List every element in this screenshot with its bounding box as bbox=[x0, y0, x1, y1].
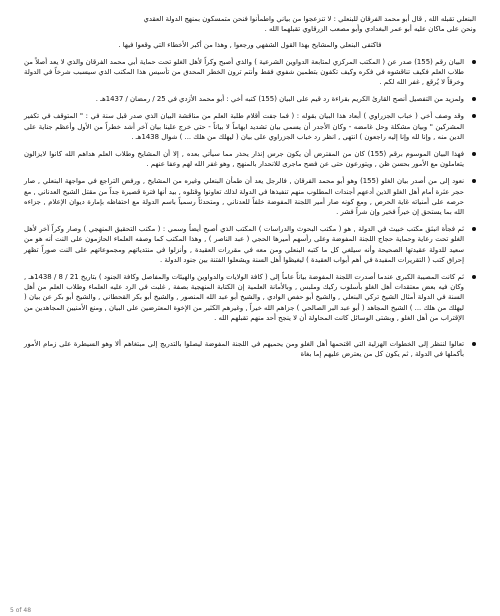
list-item bbox=[24, 272, 476, 323]
bullet-dot-icon bbox=[472, 275, 476, 279]
list-item bbox=[24, 94, 476, 104]
list-item bbox=[24, 149, 476, 169]
bullet-dot-icon bbox=[472, 227, 476, 231]
intro-paragraph bbox=[24, 14, 476, 51]
bullet-dot-icon bbox=[472, 60, 476, 64]
bullet-list bbox=[24, 57, 476, 360]
bullet-dot-icon bbox=[472, 114, 476, 118]
list-item bbox=[24, 57, 476, 88]
list-item-text: تعالوا لننظر إلى الخطوات الهزلية التي اقتحمها أهل الغلو ومن يحميهم في اللجنة المفوضة ليصلوا بالتدريج إلى مبتغاهم ألا وهو السيطرة على زمام الأمور بأكملها في الدولة , ثم يكون كل من يعترض عليهم إما بغاة bbox=[24, 340, 464, 359]
list-item-text: ثم كانت المصيبة الكبرى عندما أصدرت اللجنة المفوضة بياناً عاماً إلى ( كافة الولايات والدواوين والهيئات والمفاصل وكافة الجنود ) بتاريخ 21 / 8 / 1438هـ , وكان فيه بعض معتقدات أهل الغلو بأسلوب ركيك وملبس , وبالأمانة العلمية إن الكتابة المنهجية بصفة , غلبت في الرد عليه العلماء وطلاب العلم من أهل السنة في الدولة أمثال الشيخ تركي البنعلي , والشيخ أبو حفص الوادي , والشيخ أبو عبد الله المنصور , والشيخ أبو بكر القحطاني , والشيخ أبو بكر عن بيان ( ليهلك من هلك ... ) الشيخ المجاهد ( أبو عبد البر الصالحي ) جزاهم الله خيراً , وغيرهم الكثير من الإخوة المعترضين على البيان , ومنع الأمنيين المجاهدين من الإقتراب من أهل الغلو , وبشتى الوسائل كانت المحاولة أن لا ينجح أحد منهم تقبلهم الله . bbox=[24, 273, 464, 322]
list-item-text: ثم فجأة انبثق مكتب خبيث في الدولة , هو ( مكتب البحوث والدراسات ) المكتب الذي أصبح أيضاً وسمي : ( مكتب التحقيق المنهجي ) وصار وكراً آخر لأهل الغلو تحت رعاية وحماية حجاج اللجنة المفوضة وعلى رأسهم أميرها الحجي ( عبد الناصر ) , وهذا المكتب كما وصفه العلماء الحازمون على النت أنه هو من سعيد للدولة عقيدتها الصحيحة وأنه سيلغي كل ما كتبه البنعلي ومن معه في مقررات العقيدة , وأنزلوا في منتدياتهم ومجموعاتهم على النت صوراً تظهر إحراق كتب ( التقريرات المفيدة في أهم أبواب العقيدة ) ليغيظوا أهل السنة ويشعلوا الفتنة بين جنود الدولة . bbox=[24, 225, 464, 264]
page-number: 5 of 48 bbox=[10, 607, 32, 614]
list-item-text: نعود إلى من أصدر بيان الغلو (155) وهو أبو محمد الفرقان , فالرجل يعد أن طمأن البنعلي وغيره من المشايخ , ورفض التراجع في مواجهة البنعلي , صار حجر عثرة أمام أهل الغلو الذين أدعهم أجندات المطلوب منهم تنفيذها في الدولة لذلك تعاونوا وقتلوه , بيد أنها فترة قصيرة جداً من مقتل الشيخ العدناني , مع حرصه على أمنياته غاية الحرص , ومع كونه صار أمير اللجنة المفوضة خلفاً للعدناني , ومتحدثاً رسمياً باسم الدولة مع احتفاظه بإمارة ديوان الإعلام , جزاءه الله بما يستحق إن خيراً فخير وإن شراً فشر . bbox=[24, 177, 464, 217]
intro-line-1: البنعلي تقبله الله , قال أبو محمد الفرقان للبنعلي : لا تنزعجوا من بياني واطمأنوا فنحن متمسكون بمنهج الدولة العقدي bbox=[143, 15, 476, 23]
bullet-dot-icon bbox=[472, 97, 476, 101]
bullet-dot-icon bbox=[472, 152, 476, 156]
document-page bbox=[24, 14, 476, 606]
list-item-text: ولمزيد من التفصيل أنصح القارئ الكريم بقراءة رد قيم على البيان (155) كتبه أخي : أبو محمد الأزدي في 25 / رمضان / 1437هـ . bbox=[95, 95, 464, 104]
list-item-text: وقد وصف أخي ( خباب الجزراوي ) أبعاد هذا البيان بقوله : ( فما جفت أقلام طلبة العلم من مناقشة البيان الذي صدر قبل سنة في : " المتوقف في تكفير المشركين " وبيان مشكلة وحل غامضه - وكان الأجدر أن يسمى بيان تشديد ايهاماً لا بياناً - حتى خرج علينا بيان آخر أشد خطراً من الأول وأعظم جناية على الدين منه , وإنا لله وإنا إليه راجعون ) انتهى , انظر رد خباب الجزراوي على بيان ( ليهلك من هلك ... ) شوال 1438هـ . bbox=[24, 112, 464, 141]
list-item bbox=[24, 339, 476, 359]
list-item-text: فهذا البيان الموسوم برقم (155) كان من المفترض أن يكون جرس إنذار يحذر مما سيأتي بعده , إلا أن المشايخ وطلاب العلم هداهم الله كانوا لايزالون يتعاملون مع الأمور بحسن ظن , ويتورعون حتى عن فضح ماجرى للانحدار بالمنهج , وهو غفر الله لهم وعفا عنهم . bbox=[24, 150, 464, 169]
list-item bbox=[24, 176, 476, 217]
bullet-dot-icon bbox=[472, 342, 476, 346]
list-item bbox=[24, 224, 476, 265]
bullet-dot-icon bbox=[472, 179, 476, 183]
intro-line-2: ونحن على ماكان عليه أبو عمر البغدادي وأبو مصعب الزرقاوي تقبلهما الله . bbox=[264, 25, 476, 34]
list-item bbox=[24, 111, 476, 142]
list-item-text: البيان رقم (155) صدر عن ( المكتب المركزي لمتابعة الدواوين الشرعية ) والذي أصبح وكراً لأهل الغلو تحت حماية أبي محمد الفرقان والذي لا يعد أصلاً من طلاب العلم فكيف تناقشوه في فكره وكيف تكفون بتطمين شفوي فقط وأنتم ترون الخطر المحدق من تأسيس هذا المكتب الذي سيسبب شرخاً في الدولة وخرقاً لا يُرقع , غفر الله لكم . bbox=[24, 57, 464, 87]
intro-line-3: فاكتفى البنعلي والمشايخ بهذا القول الشفهي ورجعوا , وهذا من أكبر الأخطاء التي وقعوا فيها . bbox=[118, 41, 382, 50]
